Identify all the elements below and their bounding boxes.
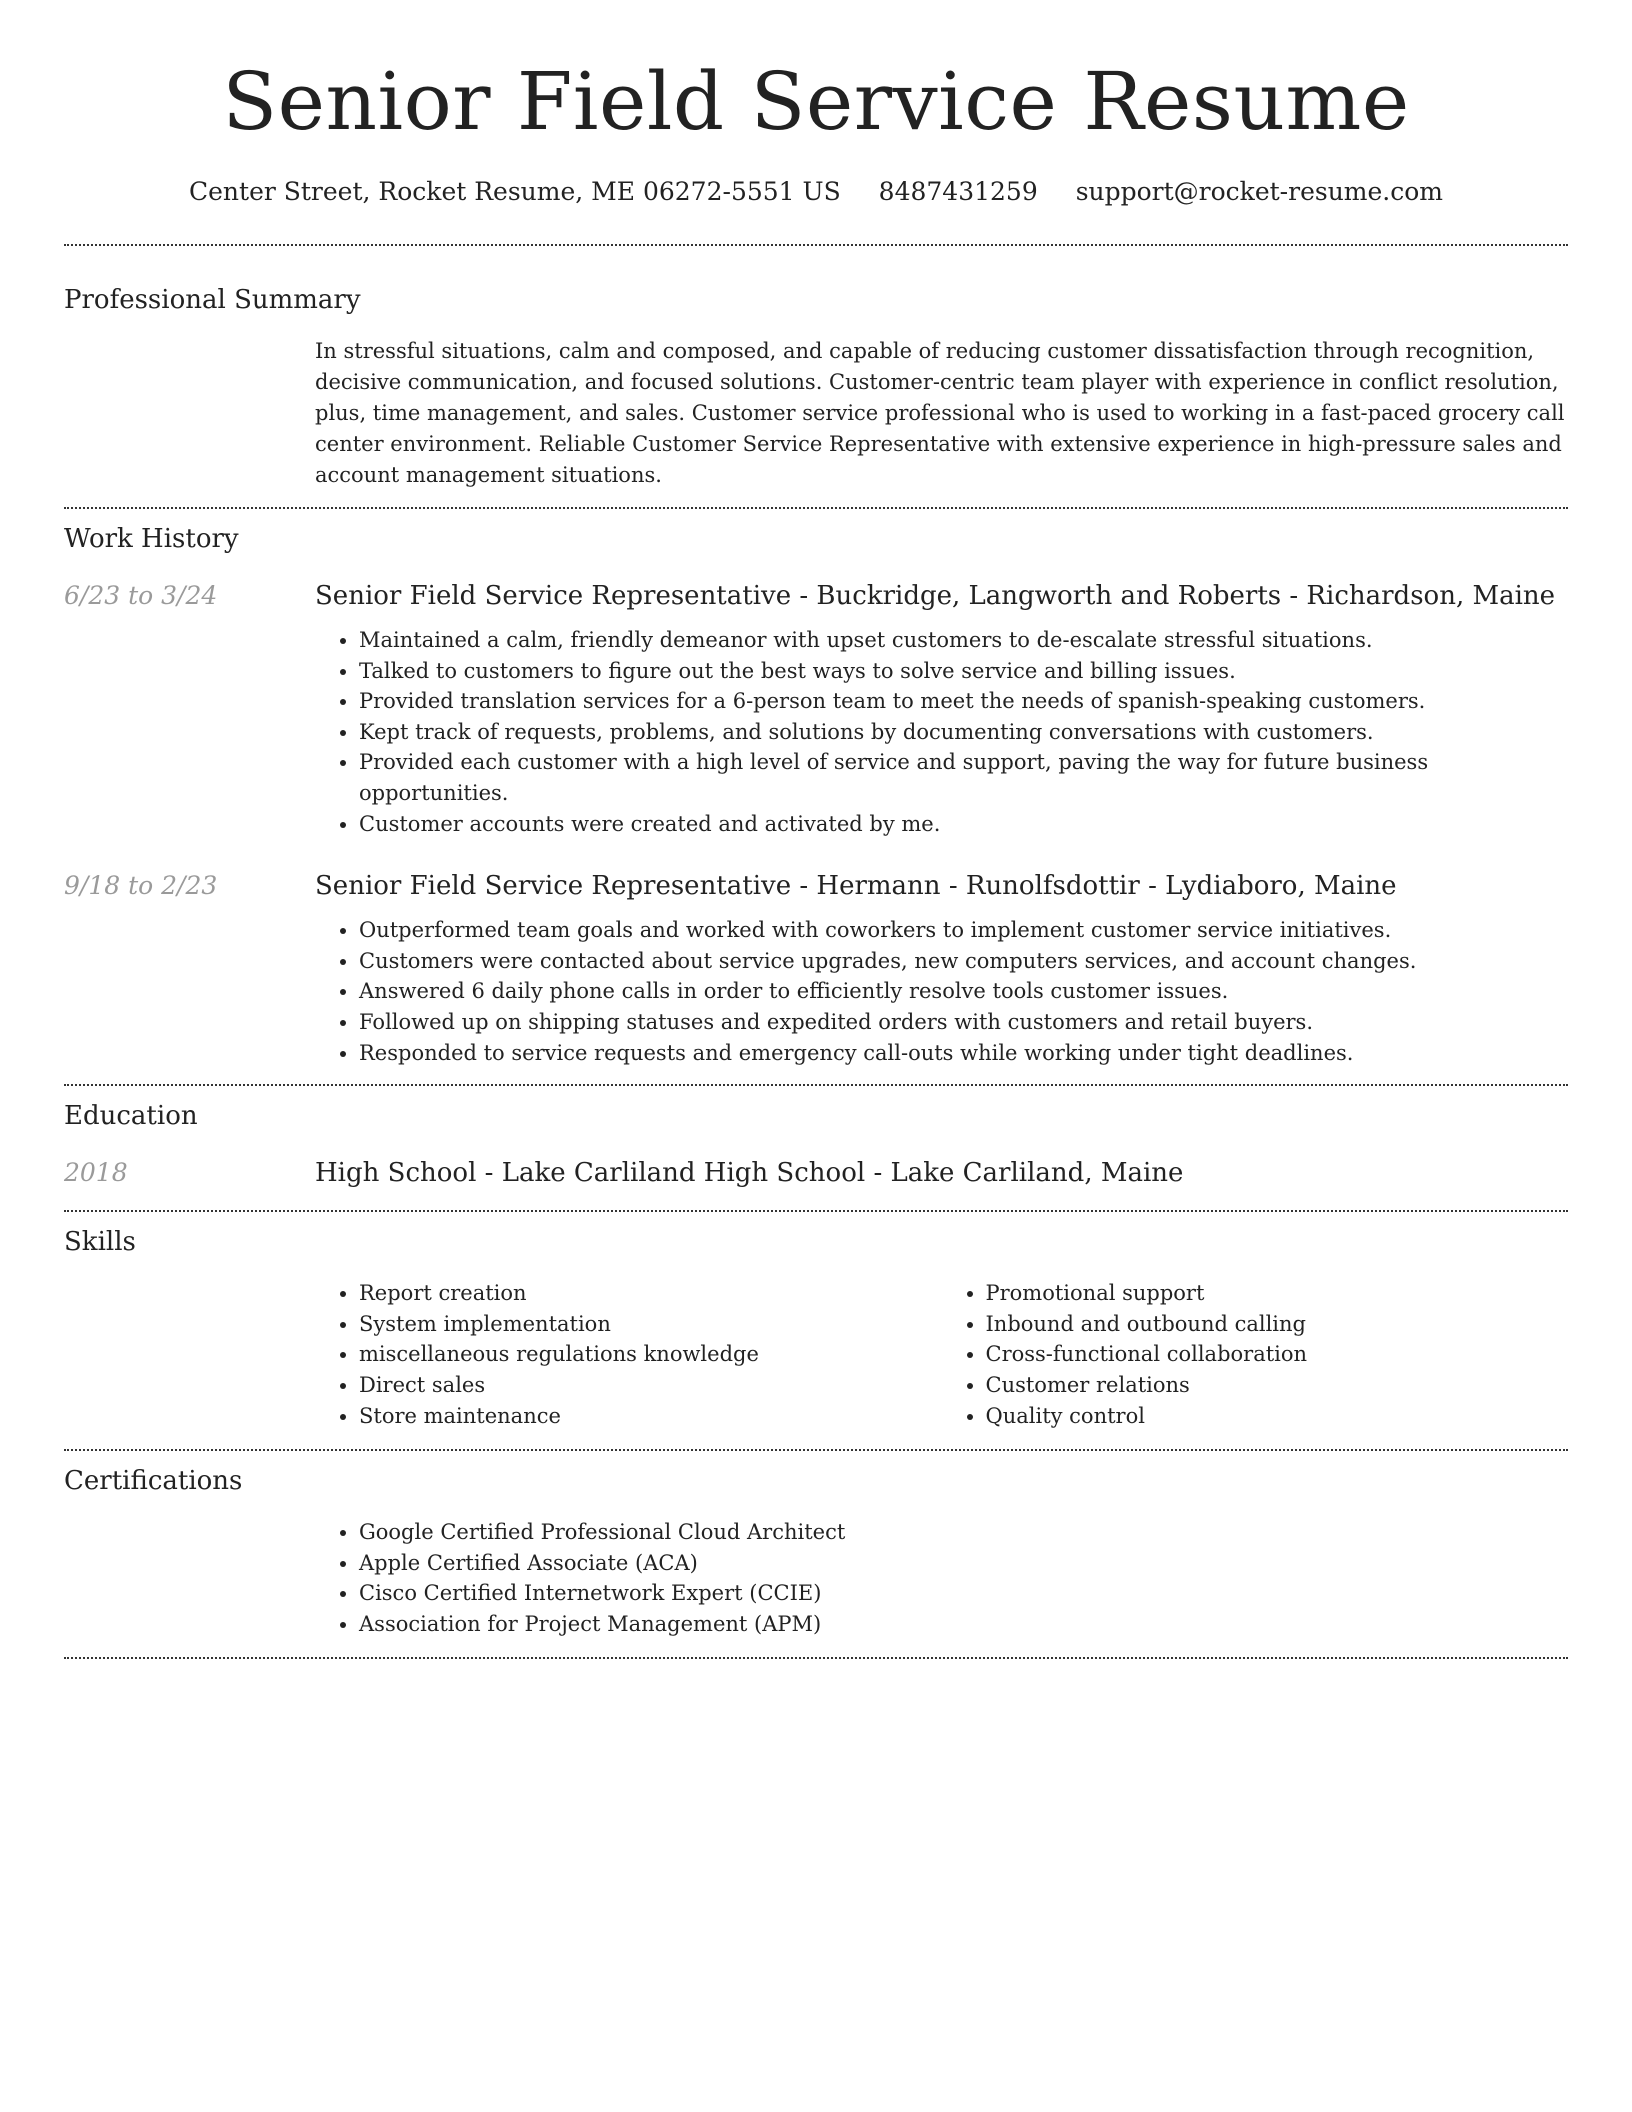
- education-section: [64, 1086, 1568, 1190]
- list-item: • Association for Project Management (APM): [359, 1609, 1568, 1640]
- list-item: • Promotional support: [986, 1278, 1569, 1309]
- list-item: • Store maintenance: [359, 1401, 942, 1432]
- contact-line: [64, 176, 1568, 208]
- list-item: • Provided translation services for a 6-person team to meet the needs of spanish-speaking customers.: [359, 686, 1568, 717]
- list-item: • Direct sales: [359, 1370, 942, 1401]
- job-bullets: [315, 625, 1568, 839]
- section-heading: Certifications: [64, 1466, 243, 1497]
- list-item: • Cisco Certified Internetwork Expert (CCIE): [359, 1578, 1568, 1609]
- list-item: • Customers were contacted about service upgrades, new computers services, and account changes.: [359, 946, 1568, 977]
- job-entry: [64, 579, 1568, 839]
- list-item: • Answered 6 daily phone calls in order to efficiently resolve tools customer issues.: [359, 976, 1568, 1007]
- list-item: • miscellaneous regulations knowledge: [359, 1339, 942, 1370]
- work-history-section: [64, 509, 1568, 1068]
- list-item: • Outperformed team goals and worked with coworkers to implement customer service initiatives.: [359, 915, 1568, 946]
- list-item: • Google Certified Professional Cloud Architect: [359, 1517, 1568, 1548]
- list-item: • Inbound and outbound calling: [986, 1309, 1569, 1340]
- list-item: • Apple Certified Associate (ACA): [359, 1548, 1568, 1579]
- list-item: • Maintained a calm, friendly demeanor with upset customers to de-escalate stressful situations.: [359, 625, 1568, 656]
- list-item: • Quality control: [986, 1401, 1569, 1432]
- education-year: 2018: [64, 1158, 128, 1188]
- list-item: • Report creation: [359, 1278, 942, 1309]
- section-heading: Professional Summary: [64, 285, 361, 315]
- section-heading: Work History: [64, 524, 239, 554]
- education-entry: [64, 1156, 1568, 1190]
- summary-text: In stressful situations, calm and composed, and capable of reducing customer dissatisfaction through recognition, decisive communication, and focused solutions. Customer-centric team player with experience in conflict resolution, plus, time management, and sales. Customer service professional who is used to working in a fast-paced grocery call center environment. Reliable Customer Service Representative with extensive experience in high-pressure sales and account management situations.: [315, 339, 1565, 487]
- list-item: • Responded to service requests and emergency call-outs while working under tight deadlines.: [359, 1038, 1568, 1069]
- job-entry: [64, 869, 1568, 1068]
- list-item: • Cross-functional collaboration: [986, 1339, 1569, 1370]
- list-item: • Followed up on shipping statuses and expedited orders with customers and retail buyers.: [359, 1007, 1568, 1038]
- contact-phone: 8487431259: [878, 177, 1038, 206]
- skills-list-right: [942, 1278, 1569, 1431]
- skills-list-left: [315, 1278, 942, 1431]
- certifications-section: [64, 1451, 1568, 1639]
- list-item: • Provided each customer with a high level of service and support, paving the way for future business opportunities.: [359, 747, 1568, 808]
- resume-title: Senior Field Service Resume: [222, 55, 1410, 148]
- education-title: High School - Lake Carliland High School - Lake Carliland, Maine: [315, 1158, 1184, 1189]
- divider: [64, 1657, 1568, 1659]
- job-dates: 6/23 to 3/24: [64, 581, 218, 610]
- summary-section: [64, 246, 1568, 491]
- list-item: • Customer accounts were created and activated by me.: [359, 809, 1568, 840]
- list-item: • Customer relations: [986, 1370, 1569, 1401]
- certifications-list: [315, 1517, 1568, 1639]
- job-title: Senior Field Service Representative - Hermann - Runolfsdottir - Lydiaboro, Maine: [315, 871, 1397, 902]
- section-heading: Education: [64, 1101, 198, 1132]
- list-item: • Talked to customers to figure out the best ways to solve service and billing issues.: [359, 656, 1568, 687]
- contact-email: support@rocket-resume.com: [1075, 177, 1443, 206]
- section-heading: Skills: [64, 1227, 136, 1258]
- job-bullets: [315, 915, 1568, 1068]
- list-item: • System implementation: [359, 1309, 942, 1340]
- list-item: • Kept track of requests, problems, and solutions by documenting conversations with customers.: [359, 717, 1568, 748]
- contact-address: Center Street, Rocket Resume, ME 06272-5551 US: [189, 177, 841, 206]
- job-title: Senior Field Service Representative - Buckridge, Langworth and Roberts - Richardson, Maine: [315, 581, 1556, 611]
- skills-section: [64, 1212, 1568, 1431]
- job-dates: 9/18 to 2/23: [64, 871, 218, 901]
